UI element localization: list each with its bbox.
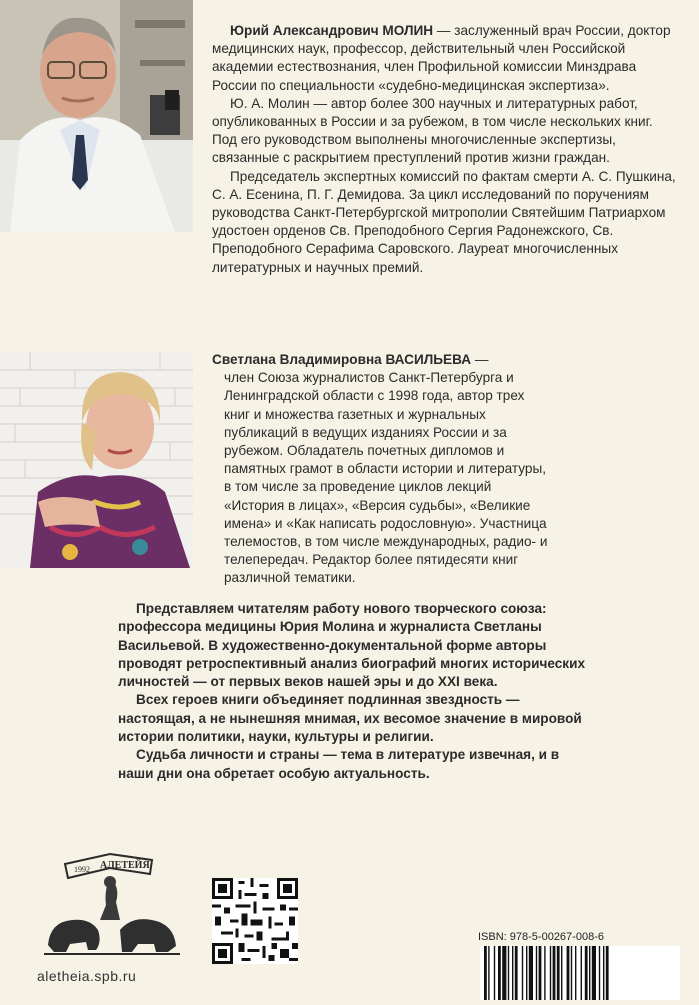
author1-intro: — заслуженный врач России, доктор медицинских наук, профессор, действительный член Российской академии естествознания, член Профильной комиссии Минздрава России по специальности «судебно-медицинская экспертиза».: [212, 23, 671, 93]
description-para1: Представляем читателям работу нового творческого союза: профессора медицины Юрия Молина и журналиста Светланы Васильевой. В художественно-документальной форме авторы проводят ретроспективный анализ биографий многих исторических личностей — от первых веков нашей эры и до XXI века.: [118, 601, 586, 690]
barcode-bar: [599, 946, 600, 1000]
logo-text: АЛЕТЕЙЯ: [100, 860, 150, 871]
barcode-bar: [508, 946, 509, 1000]
barcode-bar: [522, 946, 523, 1000]
barcode-bar: [526, 946, 527, 1000]
barcode-bar: [536, 946, 537, 1000]
barcode-bar: [575, 946, 576, 1000]
book-description: [118, 600, 588, 783]
author2-photo: [0, 352, 193, 568]
barcode-bar: [557, 946, 560, 1000]
barcode-bar: [606, 946, 609, 1000]
author1-bio: [212, 22, 677, 277]
barcode-bar: [581, 946, 582, 1000]
author1-para3: Председатель экспертных комиссий по фактам смерти А. С. Пушкина, С. А. Есенина, П. Г. Демидова. За цикл исследований по поручениям руководства Санкт-Петербургской митрополии Святейшим Патриархом удостоен орденов Св. Преподобного Сергия Радонежского, Св. Преподобного Серафима Саровского. Лауреат многочисленных литературных и научных премий.: [212, 168, 676, 275]
barcode-bar: [539, 946, 542, 1000]
description-para3: Судьба личности и страны — тема в литературе извечная, и в наши дни она обретает особую актуальность.: [118, 747, 560, 781]
isbn: ISBN: 978-5-00267-008-6: [478, 931, 604, 943]
barcode: [480, 946, 680, 1000]
qr-code: [212, 878, 298, 964]
author1-name: Юрий Александрович МОЛИН: [230, 23, 434, 38]
barcode-bar: [561, 946, 562, 1000]
publisher-site[interactable]: aletheia.spb.ru: [37, 968, 137, 984]
logo-year: 1992: [74, 865, 90, 874]
author1-photo: [0, 0, 193, 232]
barcode-bar: [589, 946, 590, 1000]
barcode-bar: [502, 946, 506, 1000]
barcode-bar: [512, 946, 513, 1000]
barcode-bar: [553, 946, 556, 1000]
barcode-bar: [592, 946, 596, 1000]
barcode-bar: [603, 946, 604, 1000]
barcode-bar: [484, 946, 487, 1000]
barcode-bar: [515, 946, 518, 1000]
description-para2: Всех героев книги объединяет подлинная звездность — настоящая, а не нынешняя мнимая, их весомое значение в мировой истории политики, науки, культуры и религии.: [118, 692, 582, 745]
barcode-bar: [498, 946, 501, 1000]
barcode-bar: [571, 946, 572, 1000]
barcode-bar: [550, 946, 551, 1000]
barcode-bar: [529, 946, 533, 1000]
author1-para2: Ю. А. Молин — автор более 300 научных и литературных работ, опубликованных в России и за рубежом, в том числе нескольких книг. Под его руководством выполнены многочисленные экспертизы, связанные с раскрытием преступлений против жизни граждан.: [212, 95, 653, 166]
barcode-bar: [567, 946, 570, 1000]
barcode-bar: [494, 946, 495, 1000]
author2-intro: —: [471, 352, 489, 367]
author2-bio-text: член Союза журналистов Санкт-Петербурга и Ленинградской области с 1998 года, автор трех книг и множества газетных и журнальных публикаций в ведущих изданиях России и за рубежом. Обладатель почетных дипломов и памятных грамот в области истории и литературы, в том числе за проведение циклов лекций «История в лицах», «Версия судьбы», «Великие имена» и «Как написать родословную». Участница телемостов, в том числе международных, радио- и телепередач. Редактор более пятидесяти книг различной тематики.: [224, 370, 548, 586]
author2-bio: [212, 351, 552, 588]
author2-name: Светлана Владимировна ВАСИЛЬЕВА: [212, 352, 472, 367]
barcode-bar: [585, 946, 588, 1000]
barcode-bar: [544, 946, 545, 1000]
publisher-logo: [40, 850, 185, 960]
barcode-bar: [488, 946, 489, 1000]
